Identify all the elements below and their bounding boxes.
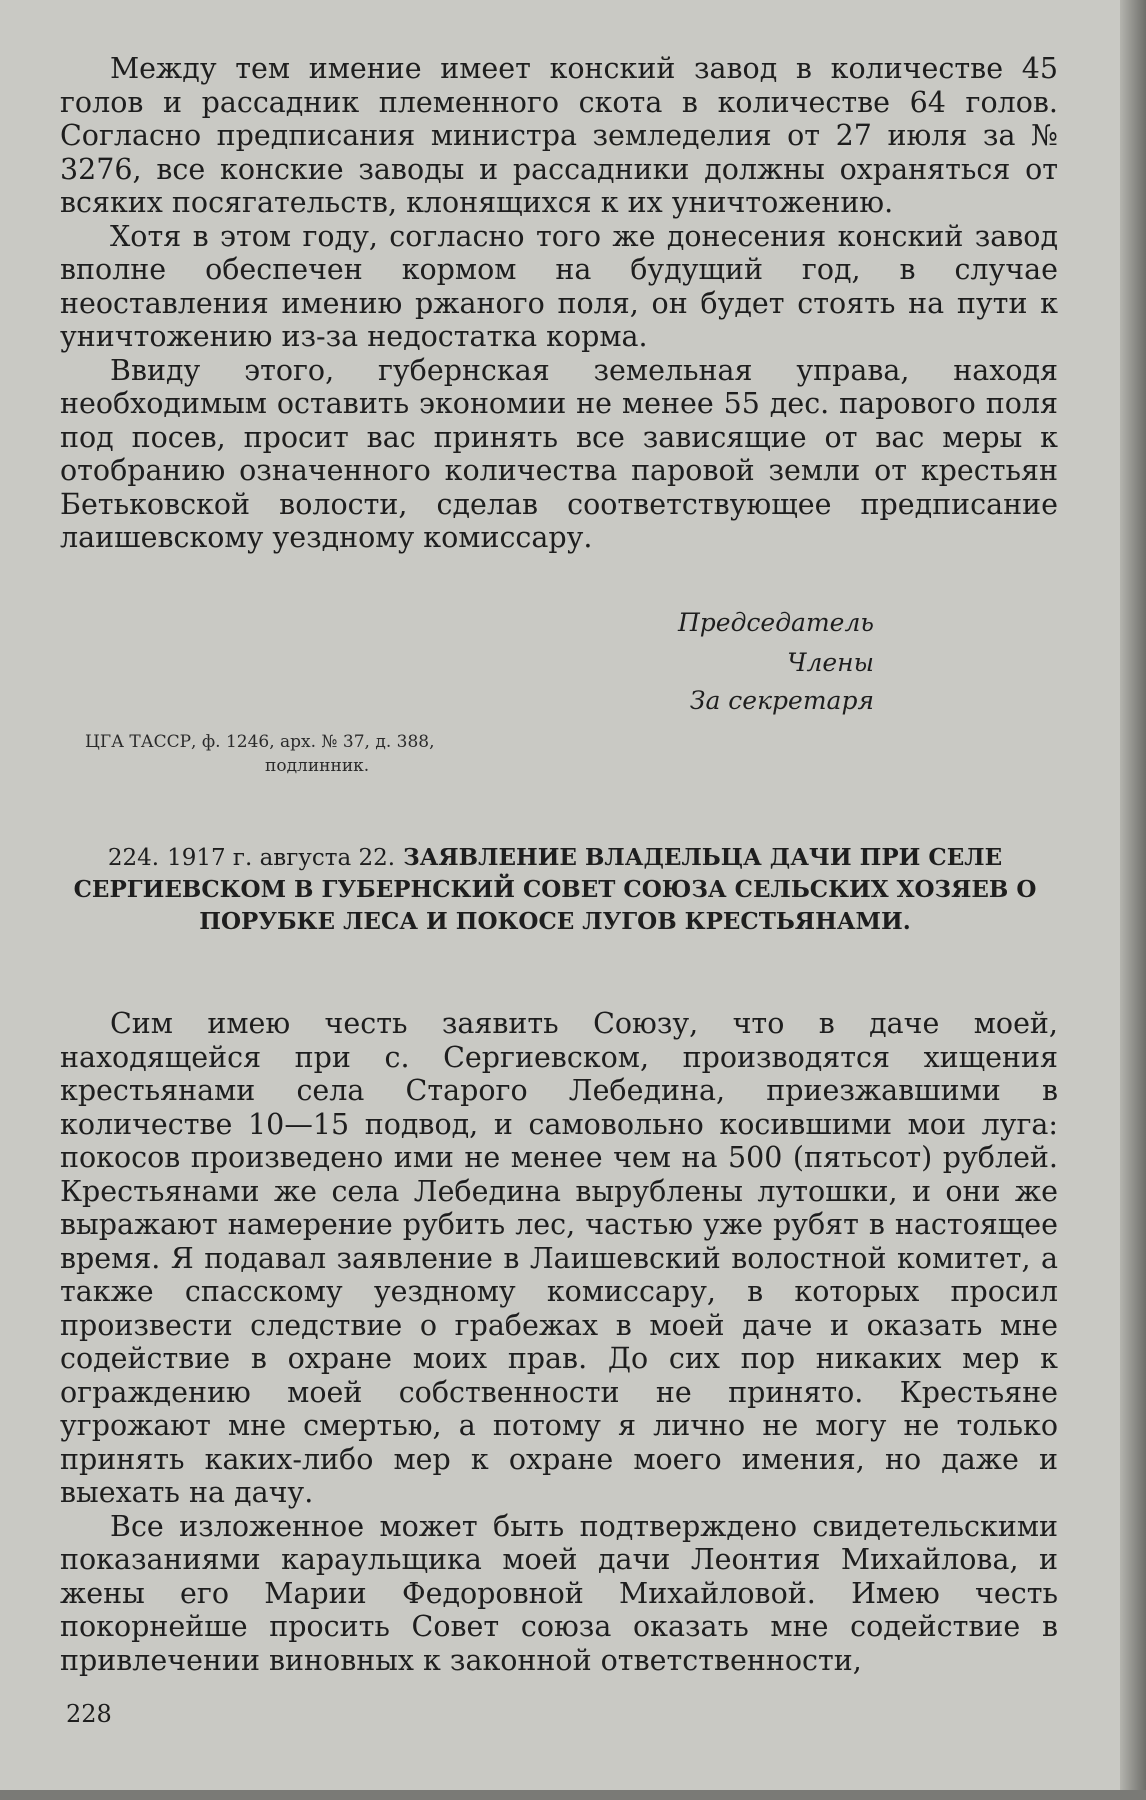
- page-edge-shadow: [1120, 0, 1146, 1800]
- archive-line-2: подлинник.: [265, 756, 370, 776]
- archive-reference: [85, 730, 435, 778]
- paragraph-fodder: Хотя в этом году, согласно того же донесения конский завод вполне обеспечен кормом на будущий год, в случае неоставления имению ржаного поля, он будет стоять на пути к уничтожению из-за недостатка корма.: [60, 219, 1058, 353]
- paragraph-horse-farm: Между тем имение имеет конский завод в количестве 45 голов и рассадник племенного скота в количестве 64 голов. Согласно предписания министра земледелия от 27 июля за № 3276, все конские заводы и рассадники должны охраняться от всяких посягательств, клонящихся к их уничтожению.: [60, 52, 1058, 219]
- document-heading: [55, 842, 1055, 938]
- page-number: 228: [66, 1700, 112, 1728]
- section1-text: [60, 52, 1058, 555]
- paragraph-request: Ввиду этого, губернская земельная управа, находя необходимым оставить экономии не менее 55 дес. парового поля под посев, просит вас принять все зависящие от вас меры к отобранию означенного количества паровой земли от крестьян Бетьковской волости, сделав соответствующее предписание лаишевскому уездному комиссару.: [60, 353, 1058, 554]
- page-bottom-edge: [0, 1790, 1146, 1800]
- signature-chairman: Председатель: [677, 608, 874, 637]
- document-number: 224.: [107, 845, 160, 871]
- paragraph-witnesses: Все изложенное может быть подтверждено свидетельскими показаниями караульщика моей дачи Леонтия Михайлова, и жены его Марии Федоровной Михайловой. Имею честь покорнейше просить Совет союза оказать мне содействие в привлечении виновных к законной ответственности,: [60, 1509, 1058, 1677]
- signature-members: Члены: [787, 648, 874, 677]
- section2-text: [60, 1007, 1058, 1677]
- archive-line-1: ЦГА ТАССР, ф. 1246, арх. № 37, д. 388,: [85, 732, 435, 752]
- document-title: ЗАЯВЛЕНИЕ ВЛАДЕЛЬЦА ДАЧИ ПРИ СЕЛЕ СЕРГИЕВСКОМ В ГУБЕРНСКИЙ СОВЕТ СОЮЗА СЕЛЬСКИХ ХОЗЯЕВ О ПОРУБКЕ ЛЕСА И ПОКОСЕ ЛУГОВ КРЕСТЬЯНАМИ.: [73, 844, 1037, 935]
- signature-secretary: За секретаря: [689, 686, 874, 715]
- document-date: 1917 г. августа 22.: [167, 845, 396, 871]
- paragraph-statement: Сим имею честь заявить Союзу, что в даче моей, находящейся при с. Сергиевском, производятся хищения крестьянами села Старого Лебедина, приезжавшими в количестве 10—15 подвод, и самовольно косившими мои луга: покосов произведено ими не менее чем на 500 (пятьсот) рублей. Крестьянами же села Лебедина вырублены лутошки, и они же выражают намерение рубить лес, частью уже рубят в настоящее время. Я подавал заявление в Лаишевский волостной комитет, а также спасскому уездному комиссару, в которых просил произвести следствие о грабежах в моей даче и оказать мне содействие в охране моих прав. До сих пор никаких мер к ограждению моей собственности не принято. Крестьяне угрожают мне смертью, а потому я лично не могу не только принять каких-либо мер к охране моего имения, но даже и выехать на дачу.: [60, 1007, 1058, 1509]
